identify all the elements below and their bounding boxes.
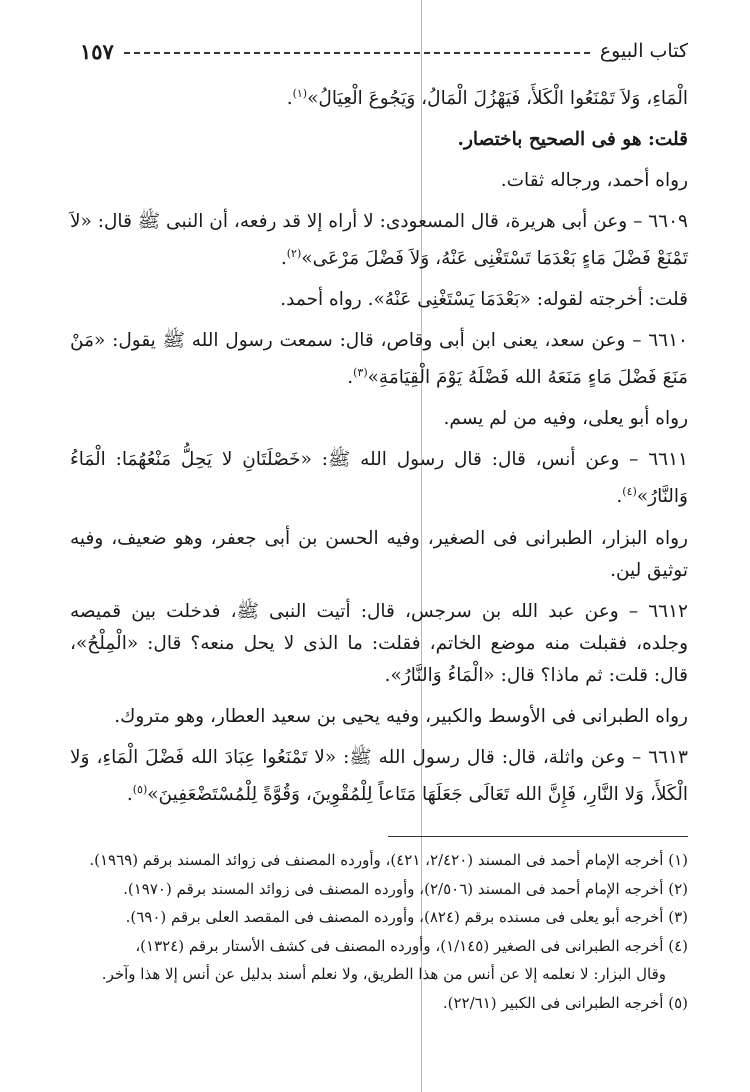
book-title: كتاب البيوع	[599, 40, 688, 62]
footnote-ref: (٣)	[353, 366, 368, 380]
text-paragraph: رواه أبو يعلى، وفيه من لم يسم.	[443, 408, 688, 430]
text-paragraph: قلت: هو فى الصحيح باختصار.	[457, 129, 688, 151]
text-paragraph: رواه البزار، الطبرانى فى الصغير، وفيه الحسن بن أبى جعفر، وهو ضعيف، وفيه توثيق لين.	[70, 527, 688, 581]
footnote-item: (١) أخرجه الإمام أحمد فى المسند (٢/٤٢٠، ٤٢١)، وأورده المصنف فى زوائد المسند برقم (١٩٦٩).	[89, 851, 688, 869]
footnote-ref: (١)	[292, 87, 308, 100]
header-dash-rule	[124, 52, 590, 54]
hadith-6613: ٦٦١٣ – وعن واثلة، قال: قال رسول الله ﷺ: «لا تَمْنَعُوا عِبَادَ الله فَضْلَ الْمَاءِ، وَلا الْكَلأَ، وَلا النَّارِ، فَإِنَّ الله تَعَالَى جَعَلَهَا مَتَاعاً لِلْمُقْوِينَ، وَقُوَّةً لِلْمُسْتَضْعَفِينَ»$^{(٥)}$.	[70, 746, 688, 805]
text-paragraph: رواه أحمد، ورجاله ثقات.	[500, 170, 688, 192]
text-paragraph: رواه الطبرانى فى الأوسط والكبير، وفيه يحيى بن سعيد العطار، وهو متروك.	[114, 705, 688, 727]
footnotes	[68, 848, 688, 1019]
footnote-continuation: وقال البزار: لا نعلمه إلا عن أنس من هذا الطريق، ولا نعلم أسند بدليل عن أنس إلا هذا وآخر.	[101, 965, 666, 983]
hadith-6611: ٦٦١١ – وعن أنس، قال: قال رسول الله ﷺ: «خَصْلَتَانِ لا يَحِلُّ مَنْعُهُمَا: الْمَاءُ وَالنَّارُ»$^{(٤)}$.	[70, 449, 688, 508]
footnote-separator	[388, 836, 688, 837]
text-paragraph: قلت: أخرجته لقوله: «بَعْدَمَا يَسْتَغْنِى عَنْهُ». رواه أحمد.	[280, 289, 688, 311]
hadith-6610: ٦٦١٠ – وعن سعد، يعنى ابن أبى وقاص، قال: سمعت رسول الله ﷺ يقول: «مَنْ مَنَعَ فَضْلَ مَاءٍ مَنَعَهُ الله فَضْلَهُ يَوْمَ الْقِيَامَةِ»$^{(٣)}$.	[70, 330, 688, 389]
footnote-ref: (٥)	[132, 782, 148, 796]
footnote-item: (٣) أخرجه أبو يعلى فى مسنده برقم (٨٢٤)، وأورده المصنف فى المقصد العلى برقم (٦٩٠).	[125, 908, 688, 926]
hadith-6612: ٦٦١٢ – وعن عبد الله بن سرجس، قال: أتيت النبى ﷺ، فدخلت بين قميصه وجلده، فقبلت منه موضع الخاتم، فقلت: ما الذى لا يحل منعه؟ قال: «الْمِلْحُ»، قال: قلت: ثم ماذا؟ قال: «الْمَاءُ وَالنَّارُ».	[70, 600, 688, 686]
footnote-item: (٥) أخرجه الطبرانى فى الكبير (٢٢/٦١).	[442, 993, 688, 1012]
page-number: ١٥٧	[80, 38, 114, 64]
hadith-6609: ٦٦٠٩ – وعن أبى هريرة، قال المسعودى: لا أراه إلا قد رفعه، أن النبى ﷺ قال: «لاَ تَمْنَعْ فَضْلَ مَاءٍ بَعْدَمَا تَسْتَغْنِى عَنْهُ، وَلاَ فَضْلَ مَرْعَى»$^{(٢)}$.	[70, 211, 688, 270]
footnote-item: (٤) أخرجه الطبرانى فى الصغير (١/١٤٥)، وأورده المصنف فى كشف الأستار برقم (١٣٢٤)،	[135, 936, 688, 955]
text-paragraph: الْمَاءِ، وَلاَ تَمْنَعُوا الْكَلأَ، فَيَهْزُلَ الْمَالُ، وَيَجُوعَ الْعِيَالُ»$^{(١)}$.	[286, 87, 688, 110]
footnote-item: (٢) أخرجه الإمام أحمد فى المسند (٢/٥٠٦)، وأورده المصنف فى زوائد المسند برقم (١٩٧٠).	[123, 879, 688, 898]
footnote-ref: (٢)	[286, 247, 302, 261]
page-header	[80, 36, 688, 66]
main-text	[70, 78, 688, 820]
footnote-ref: (٤)	[622, 485, 637, 499]
